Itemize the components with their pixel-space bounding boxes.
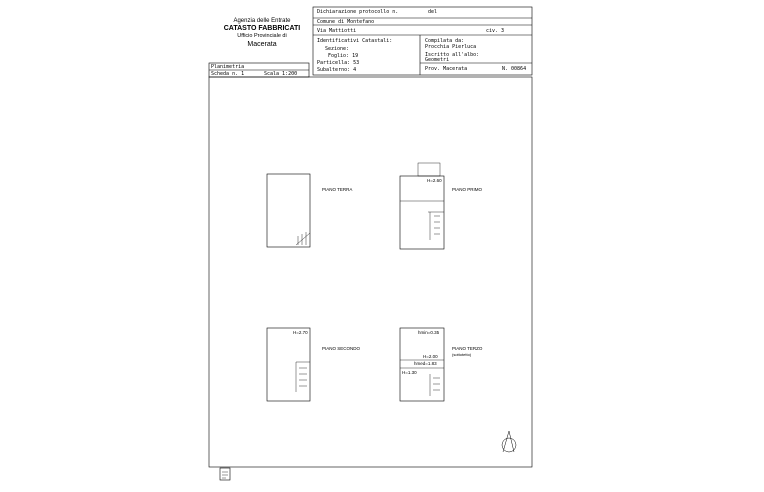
scheda-number: Scheda n. 1 [211,71,245,77]
floor-label-secondo: PIANO SECONDO [322,346,361,351]
office-label: Ufficio Provinciale di [237,33,287,39]
floor-plan-secondo [267,328,310,401]
drawing-frame [209,77,532,467]
via-label: Via Mattiotti [317,28,357,34]
foglio-label: Foglio: 19 [328,53,359,59]
floor-label-primo: PIANO PRIMO [452,187,483,192]
height-terzo-med: hmed=1.83 [414,361,437,366]
agency-name: Agenzia delle Entrate [233,18,291,24]
floor-label-terzo-sub: (sottotetto) [452,352,472,357]
dichiarazione-label: Dichiarazione protocollo n. [317,9,399,15]
provincia-label: Prov. Macerata [425,66,468,72]
comune-label: Comune di Montefano [317,19,375,25]
height-primo: H=2.60 [427,178,442,183]
floor-label-terra: PIANO TERRA [322,187,353,192]
particella-label: Particella: 53 [317,60,360,66]
office-city: Macerata [247,41,277,48]
civico-label: civ. 3 [486,28,505,34]
height-terzo-mid: H=2.00 [423,354,438,359]
floor-plan-terra [267,174,310,247]
floor-label-terzo: PIANO TERZO [452,346,483,351]
planimetria-title: Planimetria [211,64,245,70]
compilata-label: Compilata da: [425,38,465,44]
scala-label: Scala 1:200 [264,71,298,77]
height-secondo: H=2.70 [293,330,308,335]
height-terzo-top: hmin=0.35 [418,330,440,335]
compilatore-name: Procchia Pierluca [425,44,477,50]
document-icon [220,468,230,480]
del-label: del [428,9,438,15]
identificativi-label: Identificativi Catastali: [317,38,393,44]
sezione-label: Sezione: [325,46,350,52]
height-terzo-low: H=1.30 [402,370,417,375]
albo-value: Geometri [425,57,450,63]
iscritto-label: Iscritto all'albo: [425,52,480,58]
north-arrow-icon [502,438,516,452]
floor-plan-primo [400,176,444,249]
catasto-title: CATASTO FABBRICATI [223,25,301,32]
numero-label: N. 00864 [502,66,527,72]
subalterno-label: Subalterno: 4 [317,67,357,73]
